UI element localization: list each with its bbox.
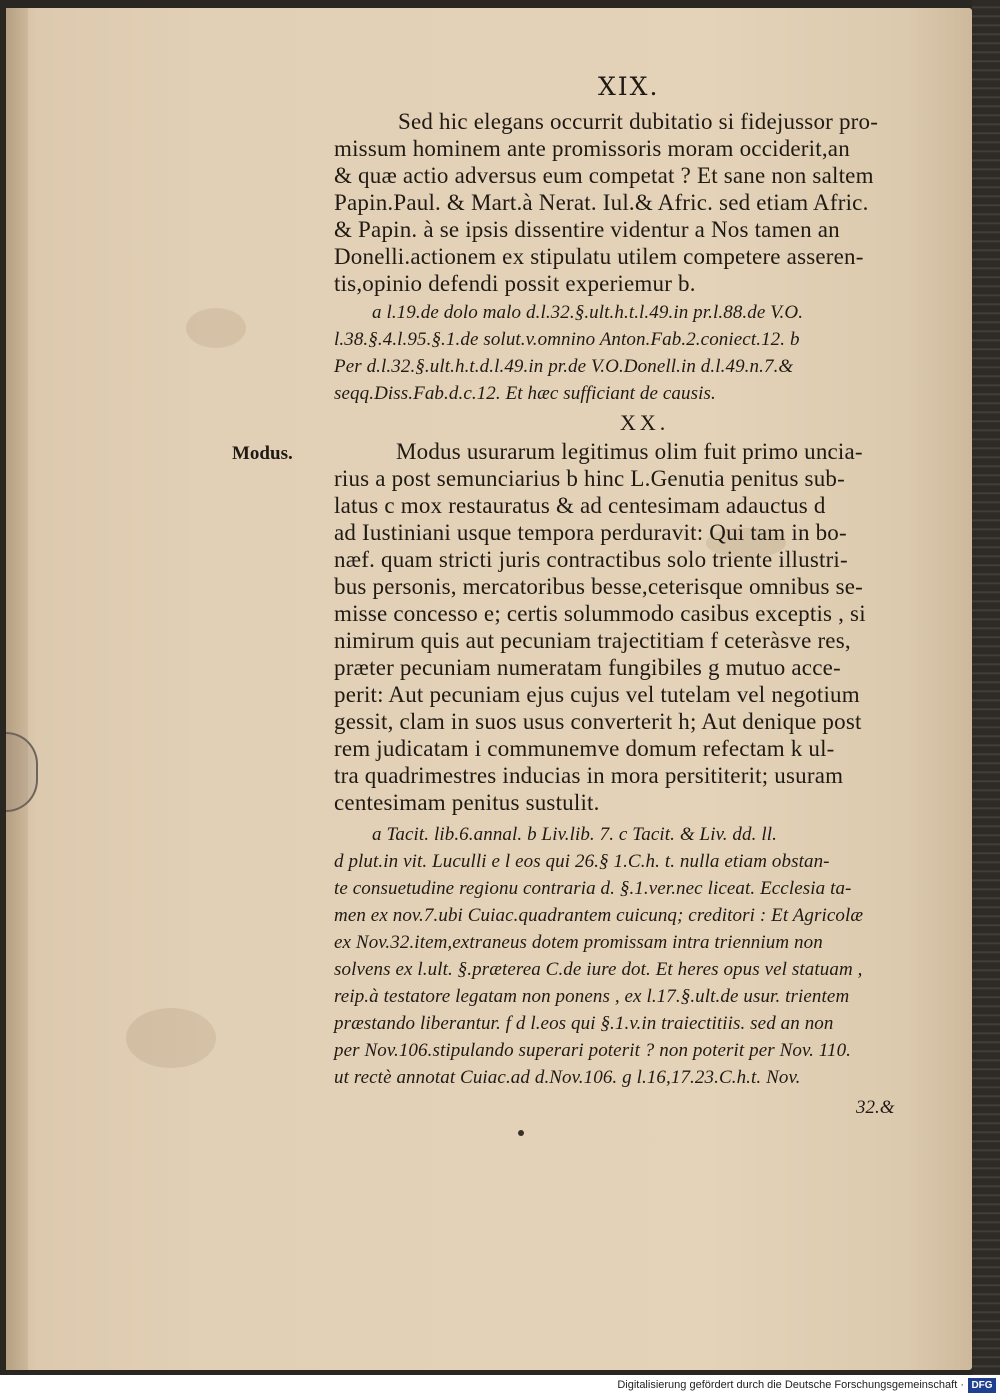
- text-line: Donelli.actionem ex stipulatu utilem competere asseren-: [334, 244, 864, 269]
- text-line: & quæ actio adversus eum competat ? Et sane non saltem: [334, 163, 874, 188]
- footnote-line: per Nov.106.stipulando superari poterit ? non poterit per Nov. 110.: [334, 1040, 852, 1061]
- dfg-logo: DFG: [968, 1378, 996, 1393]
- text-line: bus personis, mercatoribus besse,ceterisque omnibus se-: [334, 574, 864, 599]
- footnote-line: seqq.Diss.Fab.d.c.12. Et hæc sufficiant de causis.: [334, 383, 716, 404]
- text-line: misse concesso e; certis solummodo casibus exceptis , si: [334, 601, 866, 626]
- footnote-line: solvens ex l.ult. §.præterea C.de iure dot. Et heres opus vel statuam ,: [334, 959, 863, 980]
- footnote-line: Per d.l.32.§.ult.h.t.d.l.49.in pr.de V.O.Donell.in d.l.49.n.7.&: [334, 356, 794, 377]
- text-line: tra quadrimestres inducias in mora persititerit; usuram: [334, 763, 844, 788]
- text-line: nimirum quis aut pecuniam trajectitiam f ceteràsve res,: [334, 628, 851, 653]
- footnote-line: a l.19.de dolo malo d.l.32.§.ult.h.t.l.49.in pr.l.88.de V.O.: [372, 302, 804, 323]
- footnote-line: d plut.in vit. Luculli e l eos qui 26.§ 1.C.h. t. nulla etiam obstan-: [334, 851, 830, 872]
- footnote-line: præstando liberantur. f d l.eos qui §.1.v.in traiectitiis. sed an non: [334, 1013, 834, 1034]
- page-clip: [6, 732, 38, 812]
- footnote-line: a Tacit. lib.6.annal. b Liv.lib. 7. c Tacit. & Liv. dd. ll.: [372, 824, 777, 845]
- text-line: Sed hic elegans occurrit dubitatio si fidejussor pro-: [398, 109, 879, 134]
- page-heading: XIX.: [598, 72, 660, 101]
- footnote-line: ut rectè annotat Cuiac.ad d.Nov.106. g l.16,17.23.C.h.t. Nov.: [334, 1067, 801, 1088]
- text-line: rius a post semunciarius b hinc L.Genutia penitus sub-: [334, 466, 845, 491]
- footnote-line: ex Nov.32.item,extraneus dotem promissam intra triennium non: [334, 932, 823, 953]
- ink-dot: [518, 1130, 524, 1136]
- paper-stain: [126, 1008, 216, 1068]
- footnote-line: l.38.§.4.l.95.§.1.de solut.v.omnino Anton.Fab.2.coniect.12. b: [334, 329, 800, 350]
- text-line: perit: Aut pecuniam ejus cujus vel tutelam vel negotium: [334, 682, 860, 707]
- text-line: Papin.Paul. & Mart.à Nerat. Iul.& Afric. sed etiam Afric.: [334, 190, 869, 215]
- text-line: tis,opinio defendi possit experiemur b.: [334, 271, 696, 296]
- adjacent-pages-edge: [972, 0, 1000, 1375]
- footnote-line: te consuetudine regionu contraria d. §.1.ver.nec liceat. Ecclesia ta-: [334, 878, 852, 899]
- text-line: præter pecuniam numeratam fungibiles g mutuo acce-: [334, 655, 841, 680]
- page-spine: [6, 8, 28, 1370]
- funding-credit: Digitalisierung gefördert durch die Deutsche Forschungsgemeinschaft ·: [617, 1379, 964, 1391]
- footer-bar: [0, 1375, 1000, 1398]
- text-line: & Papin. à se ipsis dissentire videntur a Nos tamen an: [334, 217, 840, 242]
- text-line: næf. quam stricti juris contractibus solo triente illustri-: [334, 547, 848, 572]
- section-number: XX.: [620, 410, 670, 435]
- text-line: missum hominem ante promissoris moram occiderit,an: [334, 136, 850, 161]
- footnote-line: men ex nov.7.ubi Cuiac.quadrantem cuicunq; creditori : Et Agricolæ: [334, 905, 864, 926]
- footnote-line: reip.à testatore legatam non ponens , ex l.17.§.ult.de usur. trientem: [334, 986, 850, 1007]
- catchword: 32.&: [856, 1097, 895, 1118]
- text-line: latus c mox restauratus & ad centesimam adauctus d: [334, 493, 826, 518]
- text-line: rem judicatam i communemve domum refectam k ul-: [334, 736, 835, 761]
- text-line: gessit, clam in suos usus converterit h; Aut denique post: [334, 709, 862, 734]
- text-line: Modus usurarum legitimus olim fuit primo uncia-: [396, 439, 863, 464]
- text-line: ad Iustiniani usque tempora perduravit: Qui tam in bo-: [334, 520, 847, 545]
- paper-stain: [186, 308, 246, 348]
- margin-note: Modus.: [232, 443, 293, 464]
- text-line: centesimam penitus sustulit.: [334, 790, 600, 815]
